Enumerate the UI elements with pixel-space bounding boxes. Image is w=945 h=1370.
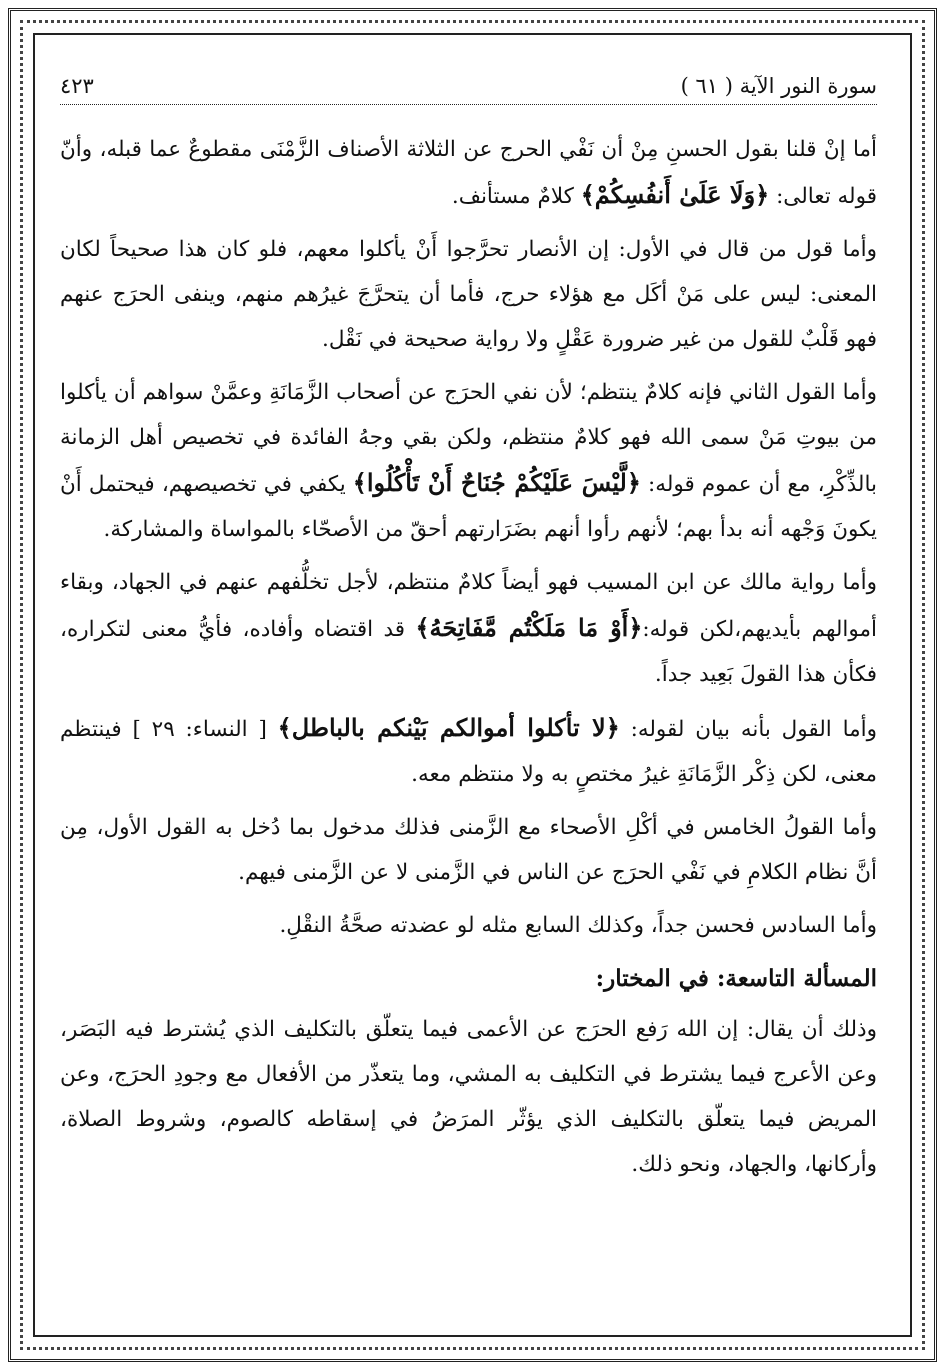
- quran-quote: ﴿لَّيْسَ عَلَيْكُمْ جُنَاحٌ أَنْ تَأْكُلُوا﴾: [352, 468, 641, 497]
- page-content: [60, 74, 877, 1314]
- paragraph-text: كلامٌ مستأنف.: [451, 184, 581, 209]
- paragraph-text: أما إنْ قلنا بقول الحسنِ مِنْ أن نَفْي الحرج عن الثلاثة الأصناف الزَّمْنَى مقطوعٌ عما قبله، وأنّ قوله تعالى:: [60, 137, 877, 209]
- paragraph-text: [ النساء: ٢٩ ] فينتظم معنى، لكن ذِكْر الزَّمَانَةِ غيرُ مختصٍ به ولا منتظم معه.: [60, 717, 877, 787]
- paragraph-text: قد اقتضاه وأفاده، فأيُّ معنى لتكراره، فكأن هذا القولَ بَعِيد جداً.: [60, 617, 877, 687]
- paragraph-text: وأما القول بأنه بيان لقوله:: [619, 717, 877, 742]
- paragraph-text: وأما القولُ الخامس في أكْلِ الأصحاء مع الزَّمنى فذلك مدخول بما دُخل به القول الأول، مِن أنَّ نظام الكلامِ في نَفْي الحرَج عن الناس في الزَّمنى لا عن الزَّمنى فيهم.: [60, 815, 877, 885]
- quran-quote: ﴿وَلَا عَلَىٰ أَنفُسِكُمْ﴾: [580, 180, 770, 209]
- paragraph-text: وأما القول الثاني فإنه كلامٌ ينتظم؛ لأن نفي الحرَج عن أصحاب الزَّمَانَةِ وعمَّنْ سواهم أن يأكلوا من بيوتِ مَنْ سمى الله فهو كلامٌ منتظم، ولكن بقي وجهُ الفائدة في تخصيص أهل الزمانة بالذِّكْرِ، مع أن عموم قوله:: [60, 380, 877, 497]
- quran-quote: ﴿أَوْ مَا مَلَكْتُم مَّفَاتِحَهُ﴾: [415, 613, 643, 642]
- paragraph-text: وأما السادس فحسن جداً، وكذلك السابع مثله لو عضدته صحَّةُ النقْلِ.: [279, 913, 877, 938]
- paragraph-final: وذلك أن يقال: إن الله رَفع الحرَج عن الأعمى فيما يتعلّق بالتكليف الذي يُشترط فيه البَصَر، وعن الأعرج فيما يشترط في التكليف به المشي، وما يتعذّر من الأفعال مع وجودِ الحرَج، وعن المريض فيما يتعلّق بالتكليف الذي يؤثّر المرَضُ في إسقاطه كالصوم، وشروط الصلاة، وأركانها، والجهاد، ونحو ذلك.: [60, 1017, 877, 1177]
- quran-quote: ﴿لا تأكلوا أموالكم بَيْنكم بالباطل﴾: [277, 713, 620, 742]
- paragraph-2: [60, 227, 877, 362]
- paragraph-3: [60, 370, 877, 552]
- paragraph-text: يكفي في تخصيصهم، فيحتمل أَنْ يكونَ وَجْهه أنه بدأ بهم؛ لأنهم رأوا أنهم بضَرَارتهم أحقّ من الأصحّاء بالمواساة والمشاركة.: [60, 472, 877, 542]
- page-number: ٤٢٣: [60, 74, 94, 98]
- paragraph-7: [60, 903, 877, 948]
- paragraph-6: [60, 805, 877, 895]
- section-heading: المسألة التاسعة: في المختار:: [595, 965, 877, 992]
- header-title: سورة النور الآية ( ٦١ ): [680, 74, 877, 98]
- paragraph-1: [60, 127, 877, 219]
- paragraph-4: [60, 560, 877, 697]
- paragraph-5: [60, 705, 877, 797]
- running-header: [60, 74, 877, 105]
- paragraph-text: وأما رواية مالك عن ابن المسيب فهو أيضاً كلامٌ منتظم، لأجل تخلُّفهم عنهم في الجهاد، وبقاء أموالهم بأيديهم،لكن قوله:: [60, 570, 877, 642]
- paragraph-text: وأما قول من قال في الأول: إن الأنصار تحرَّجوا أَنْ يأكلوا معهم، فلو كان هذا صحيحاً لكان المعنى: ليس على مَنْ أكَل مع هؤلاء حرج، فأما أن يتحرَّجَ غيرُهم منهم، وينفى الحرَج عنهم فهو قَلْبٌ للقول من غير ضرورة عَقْلٍ ولا رواية صحيحة في نَقْل.: [60, 237, 877, 352]
